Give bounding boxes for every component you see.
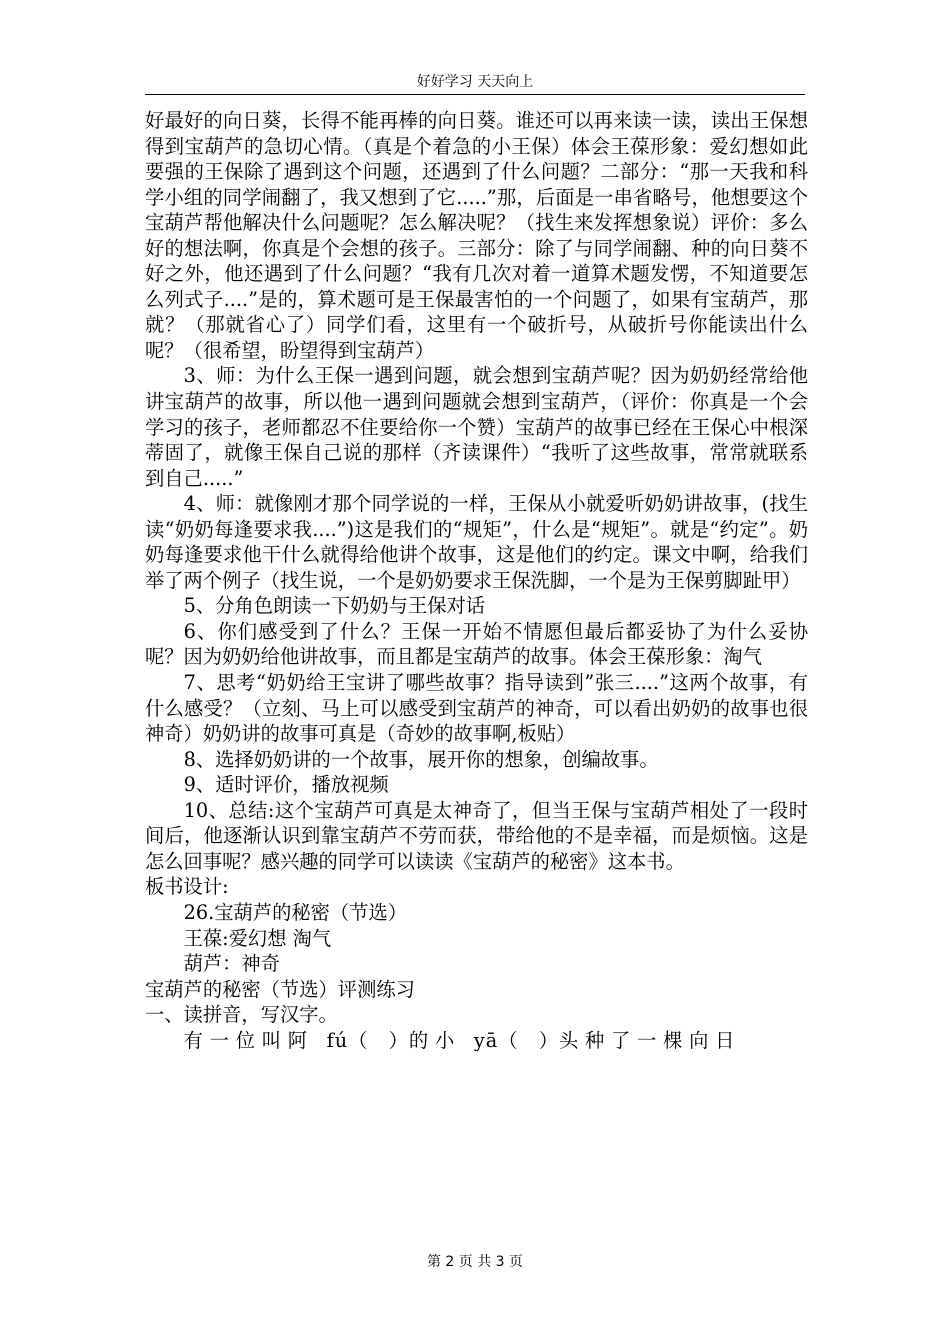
paragraph-continuation: 好最好的向日葵，长得不能再棒的向日葵。谁还可以再来读一读，读出王保想得到宝葫芦的急切心情。（真是个着急的小王保）体会王葆形象：爱幻想如此要强的王保除了遇到这个问题，还遇到了什么问题？二部分：“那一天我和科学小组的同学闹翻了，我又想到了它.....”那，后面是一串省略号，他想要这个宝葫芦帮他解决什么问题呢？怎么解决呢？（找生来发挥想象说）评价：多么好的想法啊，你真是个会想的孩子。三部分：除了与同学闹翻、种的向日葵不好之外，他还遇到了什么问题？“我有几次对着一道算术题发愣，不知道要怎么列式子....”是的，算术题可是王保最害怕的一个问题了，如果有宝葫芦，那就？（那就省心了）同学们看，这里有一个破折号，从破折号你能读出什么呢？（很希望，盼望得到宝葫芦） bbox=[145, 109, 808, 362]
page-header bbox=[145, 70, 805, 95]
pinyin-text-1: 有一位叫阿 bbox=[183, 1028, 314, 1052]
paragraph-step-5: 5、分角色朗读一下奶奶与王保对话 bbox=[183, 594, 486, 618]
paragraph-step-8: 8、选择奶奶讲的一个故事，展开你的想象，创编故事。 bbox=[183, 747, 659, 771]
paragraph-step-10: 10、总结:这个宝葫芦可真是太神奇了，但当王保与宝葫芦相处了一段时间后，他逐渐认识到靠宝葫芦不劳而获，带给他的不是幸福，而是烦恼。这是怎么回事呢？感兴趣的同学可以读读《宝葫芦的秘密》这本书。 bbox=[145, 798, 808, 873]
pinyin-fu: fú bbox=[326, 1028, 349, 1052]
board-design-gourd: 葫芦：神奇 bbox=[183, 952, 280, 976]
answer-blank-1: （ ） bbox=[348, 1028, 409, 1052]
header-motto: 好好学习 天天向上 bbox=[416, 74, 534, 90]
page-footer bbox=[0, 1251, 950, 1271]
paragraph-step-6: 6、你们感受到了什么？王保一开始不情愿但最后都妥协了为什么妥协呢？因为奶奶给他讲故事，而且都是宝葫芦的故事。体会王葆形象：淘气 bbox=[145, 619, 808, 669]
board-design-title: 26.宝葫芦的秘密（节选） bbox=[183, 900, 408, 924]
paragraph-step-3: 3、师：为什么王保一遇到问题，就会想到宝葫芦呢？因为奶奶经常给他讲宝葫芦的故事，所以他一遇到问题就会想到宝葫芦，（评价：你真是一个会学习的孩子，老师都忍不住要给你一个赞）宝葫芦的故事已经在王保心中根深蒂固了，就像王保自己说的那样（齐读课件）“我听了这些故事，常常就联系到自己.....” bbox=[145, 364, 808, 490]
board-design-wangbao: 王葆:爱幻想 淘气 bbox=[183, 926, 332, 950]
pinyin-text-2: 的小 bbox=[408, 1028, 461, 1052]
exercise-title: 宝葫芦的秘密（节选）评测练习 bbox=[145, 977, 415, 1001]
pinyin-ya: yā bbox=[473, 1028, 499, 1052]
paragraph-step-4: 4、师：就像刚才那个同学说的一样，王保从小就爱听奶奶讲故事，(找生读“奶奶每逢要求我....”)这是我们的“规矩”，什么是“规矩”。就是“约定”。奶奶每逢要求他干什么就得给他讲个故事，这是他们的约定。课文中啊，给我们举了两个例子（找生说，一个是奶奶要求王保洗脚，一个是为王保剪脚趾甲） bbox=[145, 492, 808, 592]
answer-blank-2: （ ） bbox=[498, 1028, 559, 1052]
paragraph-step-7: 7、思考“奶奶给王宝讲了哪些故事？指导读到”张三....”这两个故事，有什么感受？（立刻、马上可以感受到宝葫芦的神奇，可以看出奶奶的故事也很神奇）奶奶讲的故事可真是（奇妙的故事啊,板贴） bbox=[145, 671, 808, 746]
paragraph-step-9: 9、适时评价，播放视频 bbox=[183, 773, 389, 797]
board-design-heading: 板书设计: bbox=[145, 875, 229, 899]
page-number: 第 2 页 共 3 页 bbox=[426, 1254, 524, 1270]
pinyin-text-3: 头种了一棵向日 bbox=[558, 1028, 742, 1052]
document-body bbox=[145, 108, 808, 1053]
pinyin-exercise-line bbox=[145, 1028, 808, 1054]
exercise-section-1: 一、读拼音，写汉字。 bbox=[145, 1003, 338, 1027]
